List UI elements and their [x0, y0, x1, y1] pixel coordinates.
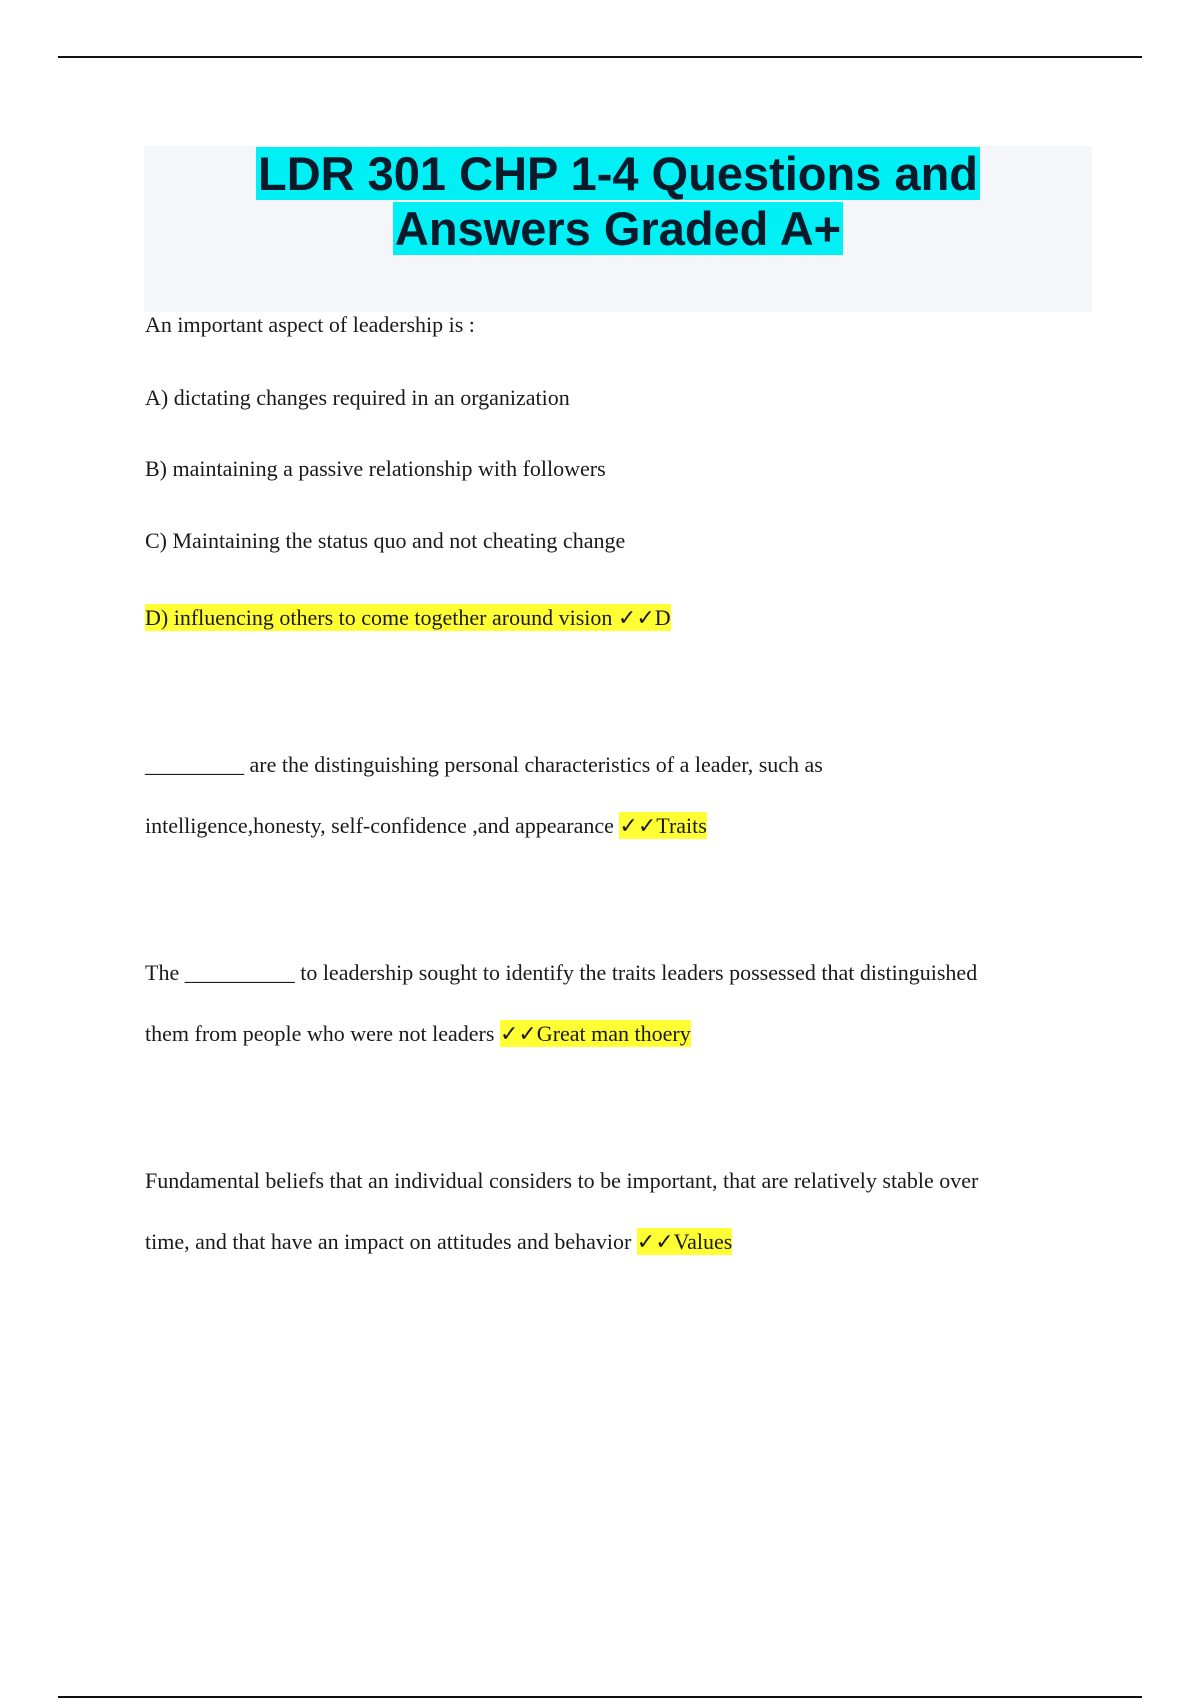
q2-line-2-text: intelligence,honesty, self-confidence ,and appearance: [145, 813, 614, 838]
bottom-rule: [58, 1696, 1142, 1698]
q2-answer-highlight: ✓✓Traits: [619, 813, 707, 838]
q2-line-2: [145, 811, 707, 841]
q1-option-d: [145, 603, 671, 633]
top-rule: [58, 56, 1142, 58]
q2-line-1: _________ are the distinguishing personal characteristics of a leader, such as: [145, 752, 823, 777]
q4-line-1: Fundamental beliefs that an individual considers to be important, that are relatively stable over: [145, 1168, 979, 1193]
q3-line-2-text: them from people who were not leaders: [145, 1021, 495, 1046]
document-title: [144, 146, 1092, 256]
q4-line-2-text: time, and that have an impact on attitudes and behavior: [145, 1229, 632, 1254]
q3-line-1: The __________ to leadership sought to identify the traits leaders possessed that distinguished: [145, 960, 978, 985]
q1-option-c: C) Maintaining the status quo and not cheating change: [145, 528, 626, 553]
q1-question: An important aspect of leadership is :: [145, 312, 475, 337]
title-block: [144, 146, 1092, 312]
q4-line-2: [145, 1227, 732, 1257]
q3-line-2: [145, 1019, 691, 1049]
q3-answer-highlight: ✓✓Great man thoery: [499, 1021, 691, 1046]
title-line-1: LDR 301 CHP 1-4 Questions and: [258, 147, 978, 200]
q1-answer-highlight: D) influencing others to come together around vision ✓✓D: [145, 605, 671, 630]
title-line-2: Answers Graded A+: [394, 202, 842, 255]
q1-option-a: A) dictating changes required in an organization: [145, 385, 570, 410]
q4-answer-highlight: ✓✓Values: [636, 1229, 733, 1254]
q1-option-b: B) maintaining a passive relationship with followers: [145, 456, 606, 481]
